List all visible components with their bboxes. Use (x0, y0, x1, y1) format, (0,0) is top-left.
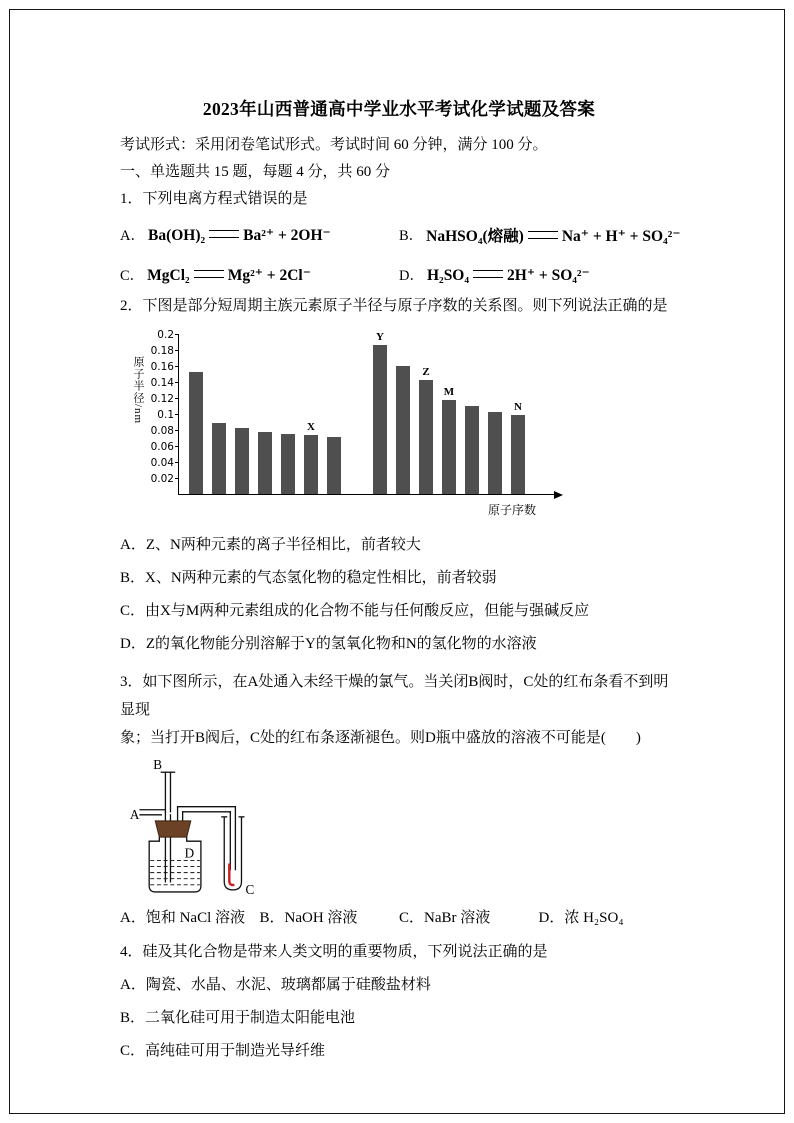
option-label-c: C． (120, 268, 145, 284)
chemical-equation-d (427, 265, 590, 285)
equation-lhs: H₂SO₄ (426, 266, 470, 284)
chart-y-tick-mark (175, 446, 179, 447)
chart-bar (189, 372, 203, 494)
chart-bar (281, 434, 295, 494)
chart-y-tick-mark (175, 398, 179, 399)
x-axis-arrow-icon (554, 491, 563, 499)
equation-rhs: Na⁺ + H⁺ + SO₄²⁻ (561, 227, 681, 245)
q3-option-c: C．NaBr 溶液 (399, 910, 491, 926)
q2-atomic-radius-chart (132, 326, 678, 524)
document-title: 2023年山西普通高中学业水平考试化学试题及答案 (202, 99, 596, 119)
exam-info-line: 考试形式：采用闭卷笔试形式。考试时间 60 分钟，满分 100 分。 (120, 137, 548, 153)
chart-bar (465, 406, 479, 494)
chart-bar (327, 437, 341, 494)
chart-y-tick-mark (175, 462, 179, 463)
double-line-equals-icon (528, 231, 558, 239)
chart-y-tick-label: 0.04 (150, 457, 174, 469)
chart-y-tick-mark (175, 478, 179, 479)
chart-y-tick-mark (175, 414, 179, 415)
chemical-equation-a (148, 225, 331, 245)
chemical-equation-b (426, 224, 680, 246)
q1-stem: 1．下列电离方程式错误的是 (120, 191, 308, 207)
chart-y-tick-label: 0.18 (150, 345, 174, 357)
test-tube (224, 817, 241, 890)
chart-x-axis-label: 原子序数 (488, 503, 537, 517)
chart-bar (258, 432, 272, 494)
chart-y-tick-label: 0.12 (150, 393, 174, 405)
q1-option-row-2 (120, 258, 678, 291)
q3-option-a: A．饱和 NaCl 溶液 (120, 910, 245, 926)
equation-rhs: Ba²⁺ + 2OH⁻ (243, 226, 331, 244)
chart-y-tick-label: 0.14 (150, 377, 174, 389)
q4-option-b: B．二氧化硅可用于制造太阳能电池 (120, 1010, 356, 1026)
apparatus-label-b: B (153, 757, 163, 773)
equation-lhs: MgCl₂ (147, 266, 190, 284)
chart-bar (511, 415, 525, 494)
chart-y-tick-label: 0.1 (157, 409, 174, 421)
chart-y-tick-label: 0.06 (150, 441, 174, 453)
chart-point-label: N (514, 400, 522, 413)
chart-bar (488, 412, 502, 494)
bottle-liquid (150, 860, 200, 884)
chart-bar (235, 428, 249, 494)
q3-option-d: D．浓 H₂SO₄ (538, 910, 624, 926)
q3-stem-line2: 象；当打开B阀后，C处的红布条逐渐褪色。则D瓶中盛放的溶液不可能是( ) (120, 730, 641, 746)
apparatus-label-d: D (184, 845, 195, 861)
chart-y-axis-label: 原子半径/nm (132, 356, 144, 425)
chart-point-label: Y (376, 331, 384, 344)
chart-point-label: Z (422, 365, 430, 378)
chart-bar (442, 400, 456, 494)
chart-bar (419, 380, 433, 494)
chart-y-tick-mark (175, 366, 179, 367)
q2-option-a: A．Z、N两种元素的离子半径相比，前者较大 (120, 537, 421, 553)
chart-plot-area (150, 329, 554, 495)
page-content (120, 96, 681, 1063)
rubber-stopper (155, 821, 191, 837)
chart-y-tick-mark (175, 350, 179, 351)
double-line-equals-icon (194, 270, 224, 278)
q2-option-c: C．由X与M两种元素组成的化合物不能与任何酸反应，但能与强碱反应 (120, 603, 590, 619)
apparatus-label-a: A (129, 806, 140, 822)
chart-point-label: M (443, 386, 455, 399)
chart-point-label: X (307, 420, 315, 433)
q1-option-b (399, 224, 681, 246)
double-line-equals-icon (209, 230, 239, 238)
chart-bar (396, 366, 410, 494)
equation-rhs: Mg²⁺ + 2Cl⁻ (227, 266, 311, 284)
chart-y-tick-mark (175, 334, 179, 335)
q4-stem: 4．硅及其化合物是带来人类文明的重要物质，下列说法正确的是 (120, 944, 548, 960)
double-line-equals-icon (473, 270, 503, 278)
chart-y-tick-mark (175, 382, 179, 383)
red-cloth-strip (229, 864, 234, 885)
q4-option-a: A．陶瓷、水晶、水泥、玻璃都属于硅酸盐材料 (120, 977, 431, 993)
q3-option-b: B．NaOH 溶液 (259, 910, 358, 926)
q2-stem: 2．下图是部分短周期主族元素原子半径与原子序数的关系图。则下列说法正确的是 (120, 298, 668, 314)
chemical-equation-c (147, 265, 311, 285)
q3-apparatus-diagram (120, 756, 295, 898)
equation-lhs: Ba(OH)₂ (147, 226, 206, 244)
option-label-d: D． (399, 268, 424, 284)
q1-option-c (120, 264, 399, 285)
q3-stem-line1: 3．如下图所示，在A处通入未经干燥的氯气。当关闭B阀时，C处的红布条看不到明显现 (120, 674, 669, 718)
q2-option-d: D．Z的氧化物能分别溶解于Y的氢氧化物和N的氢化物的水溶液 (120, 636, 537, 652)
chart-y-tick-label: 0.16 (150, 361, 174, 373)
equation-lhs: NaHSO₄(熔融) (426, 227, 524, 245)
chart-bar (373, 345, 387, 494)
q1-option-d (399, 264, 678, 285)
section-heading: 一、单选题共 15 题，每题 4 分，共 60 分 (120, 164, 391, 180)
chart-y-tick-label: 0.2 (157, 329, 174, 341)
chart-y-tick-mark (175, 430, 179, 431)
apparatus-label-c: C (245, 881, 255, 897)
option-label-b: B． (399, 228, 424, 244)
chart-y-tick-label: 0.02 (150, 473, 174, 485)
q1-option-a (120, 224, 399, 245)
chart-y-tick-label: 0.08 (150, 425, 174, 437)
q3-options-row (120, 906, 678, 930)
equation-rhs: 2H⁺ + SO₄²⁻ (507, 266, 590, 284)
option-label-a: A． (120, 228, 145, 244)
q4-option-c: C．高纯硅可用于制造光导纤维 (120, 1043, 326, 1059)
chart-bar (212, 423, 226, 494)
q2-option-b: B．X、N两种元素的气态氢化物的稳定性相比，前者较弱 (120, 570, 497, 586)
q1-option-row-1 (120, 218, 681, 251)
chart-bar (304, 435, 318, 494)
